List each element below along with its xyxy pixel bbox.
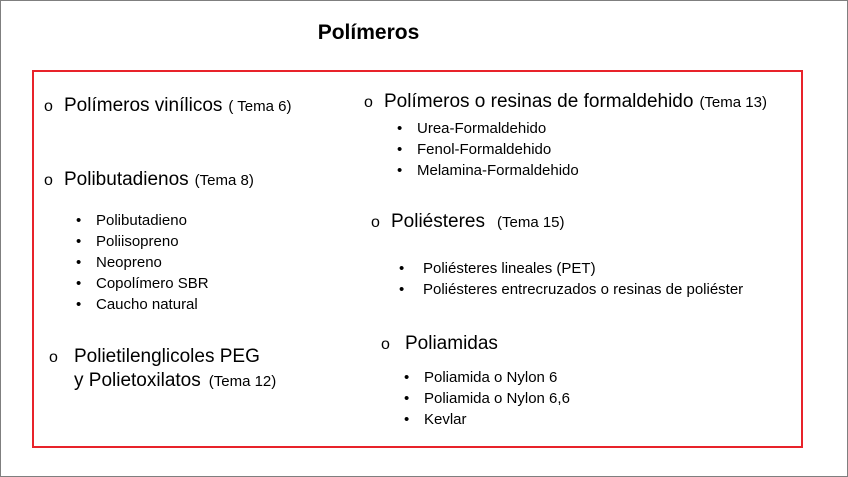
heading-label: Poliamidas [405,333,498,354]
list-item: • Polibutadieno [76,210,209,231]
tema-label: (Tema 13) [699,94,767,111]
circle-bullet-icon: o [364,94,373,111]
list-item: • Neopreno [76,252,209,273]
heading-poliesteres [371,211,565,233]
list-item: • Poliamida o Nylon 6,6 [404,388,570,409]
heading-formaldehido [364,91,767,113]
circle-bullet-icon: o [371,214,380,231]
list-item: • Melamina-Formaldehido [397,160,579,181]
list-poliesteres [399,258,743,300]
list-item: • Poliésteres entrecruzados o resinas de poliéster [399,279,743,300]
list-item: • Fenol-Formaldehido [397,139,579,160]
heading-polibutadienos [44,169,254,191]
heading-label: Polímeros vinílicos [64,95,223,116]
list-item: • Poliésteres lineales (PET) [399,258,743,279]
list-item: • Caucho natural [76,294,209,315]
list-polibutadienos [76,210,209,315]
heading-vinilicos [44,95,291,117]
list-item: • Copolímero SBR [76,273,209,294]
heading-peg [49,346,276,392]
list-item: • Urea-Formaldehido [397,118,579,139]
list-formaldehido [397,118,579,181]
list-item: • Poliamida o Nylon 6 [404,367,570,388]
list-item: • Poliisopreno [76,231,209,252]
tema-label: (Tema 8) [194,172,254,189]
heading-label-line2: y Polietoxilatos [74,370,201,391]
heading-label: Polímeros o resinas de formaldehido [384,91,694,112]
tema-label: (Tema 12) [208,373,277,390]
tema-label: ( Tema 6) [228,98,292,115]
heading-label: Poliésteres [391,211,485,232]
circle-bullet-icon: o [44,172,53,189]
circle-bullet-icon: o [44,98,53,115]
list-poliamidas [404,367,570,430]
slide-title: Polímeros [317,21,420,44]
circle-bullet-icon: o [49,349,58,366]
list-item: • Kevlar [404,409,570,430]
heading-label: Polietilenglicoles PEG [74,346,260,367]
tema-label: (Tema 15) [497,214,565,231]
heading-poliamidas [381,333,498,355]
heading-label: Polibutadienos [64,169,189,190]
circle-bullet-icon: o [381,336,390,353]
